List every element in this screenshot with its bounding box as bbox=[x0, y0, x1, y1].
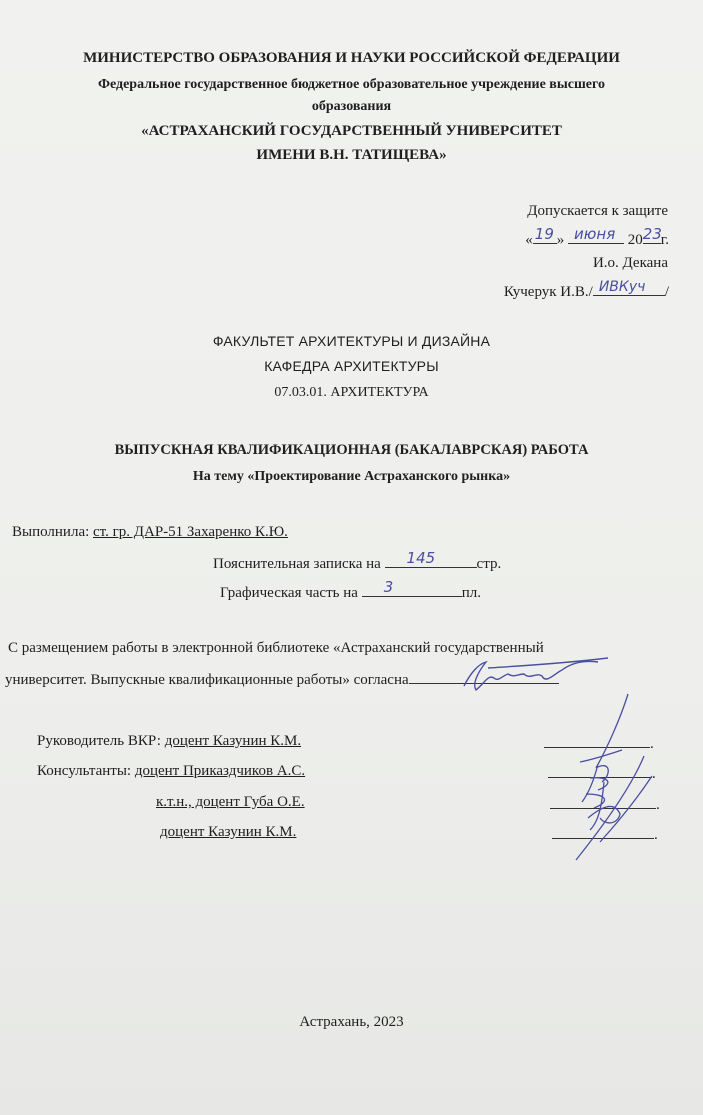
supervisor-name: доцент Казунин К.М. bbox=[164, 733, 302, 749]
graphic-sheets-handwritten: 3 bbox=[383, 578, 394, 596]
student-line: Выполнила: ст. гр. ДАР-51 Захаренко К.Ю. bbox=[12, 524, 288, 540]
consultant-2-name: к.т.н., доцент Губа О.Е. bbox=[156, 794, 305, 810]
university-line-1: «АСТРАХАНСКИЙ ГОСУДАРСТВЕННЫЙ УНИВЕРСИТЕТ bbox=[141, 123, 562, 139]
document-page: МИНИСТЕРСТВО ОБРАЗОВАНИЯ И НАУКИ РОССИЙСКОЙ ФЕДЕРАЦИИ Федеральное государственное бюджетное образовательное учреждение высшего образования «АСТРАХАНСКИЙ ГОСУДАРСТВЕННЫЙ УНИВЕРСИТЕТ ИМЕНИ В.Н. ТАТИЩЕВА» Допускается к защите « 19 » июня 20 23 г. И.о. Декана Кучерук И.В./ ИВКуч / ФАКУЛЬТЕТ АРХИТЕКТУРЫ И ДИЗАЙНА КАФЕДРА АРХИТЕКТУРЫ 07.03.01. АРХИТЕКТУРА ВЫПУСКНАЯ КВАЛИФИКАЦИОННАЯ (БАКАЛАВРСКАЯ) РАБОТА На тему «Проектирование Астраханского рынка» Выполнила: ст. гр. ДАР-51 Захаренко К.Ю. Пояснительная записка на 145 стр. Графическая часть на 3 пл. С размещением работы в электронной библиотеке «Астраханский государственный университет. Выпускные квалификационные работы» согласна Руководитель ВКР: доцент Казунин К.М. Консультанты: доцент Приказдчиков А.С. к.т.н., доцент Губа О.Е. доцент Казунин К.М. . . . . Астрахань, 2023 bbox=[0, 0, 703, 1115]
consultants-line: Консультанты: доцент Приказдчиков А.С. bbox=[37, 763, 306, 779]
student-name: ст. гр. ДАР-51 Захаренко К.Ю. bbox=[93, 524, 288, 540]
dean-signature: ИВКуч bbox=[598, 279, 646, 295]
handwritten-month: июня bbox=[574, 225, 616, 243]
explanatory-note-line: Пояснительная записка на 145 стр. bbox=[213, 549, 502, 572]
consultant-3-name: доцент Казунин К.М. bbox=[160, 824, 297, 840]
department-name: КАФЕДРА АРХИТЕКТУРЫ bbox=[264, 358, 439, 374]
admitted-to-defense: Допускается к защите bbox=[527, 203, 668, 219]
consent-line-1: С размещением работы в электронной библиотеке «Астраханский государственный bbox=[8, 640, 544, 656]
supervisor-line: Руководитель ВКР: доцент Казунин К.М. bbox=[37, 733, 302, 749]
consultant-1-name: доцент Приказдчиков А.С. bbox=[134, 763, 306, 779]
institution-line-2: образования bbox=[311, 99, 392, 114]
university-line-2: ИМЕНИ В.Н. ТАТИЩЕВА» bbox=[256, 147, 447, 163]
work-title: ВЫПУСКНАЯ КВАЛИФИКАЦИОННАЯ (БАКАЛАВРСКАЯ) РАБОТА bbox=[114, 442, 589, 458]
dean-position: И.о. Декана bbox=[592, 255, 668, 271]
note-pages-handwritten: 145 bbox=[406, 549, 436, 567]
program-code: 07.03.01. АРХИТЕКТУРА bbox=[274, 385, 429, 400]
handwritten-day: 19 bbox=[534, 225, 554, 243]
approval-date: « 19 » июня 20 23 г. bbox=[525, 225, 669, 248]
handwritten-year: 23 bbox=[642, 225, 662, 243]
consent-line-2: университет. Выпускные квалификационные работы» согласна bbox=[5, 669, 559, 689]
faculty-name: ФАКУЛЬТЕТ АРХИТЕКТУРЫ И ДИЗАЙНА bbox=[212, 333, 491, 349]
graphic-part-line: Графическая часть на 3 пл. bbox=[220, 578, 481, 601]
supervisors-signatures-icon bbox=[540, 690, 660, 870]
dean-signature-line: Кучерук И.В./ ИВКуч / bbox=[503, 279, 669, 300]
city-year: Астрахань, 2023 bbox=[299, 1014, 404, 1030]
institution-line-1: Федеральное государственное бюджетное образовательное учреждение высшего bbox=[97, 77, 606, 92]
work-topic: На тему «Проектирование Астраханского рынка» bbox=[192, 469, 511, 484]
ministry-title: МИНИСТЕРСТВО ОБРАЗОВАНИЯ И НАУКИ РОССИЙСКОЙ ФЕДЕРАЦИИ bbox=[83, 50, 620, 66]
